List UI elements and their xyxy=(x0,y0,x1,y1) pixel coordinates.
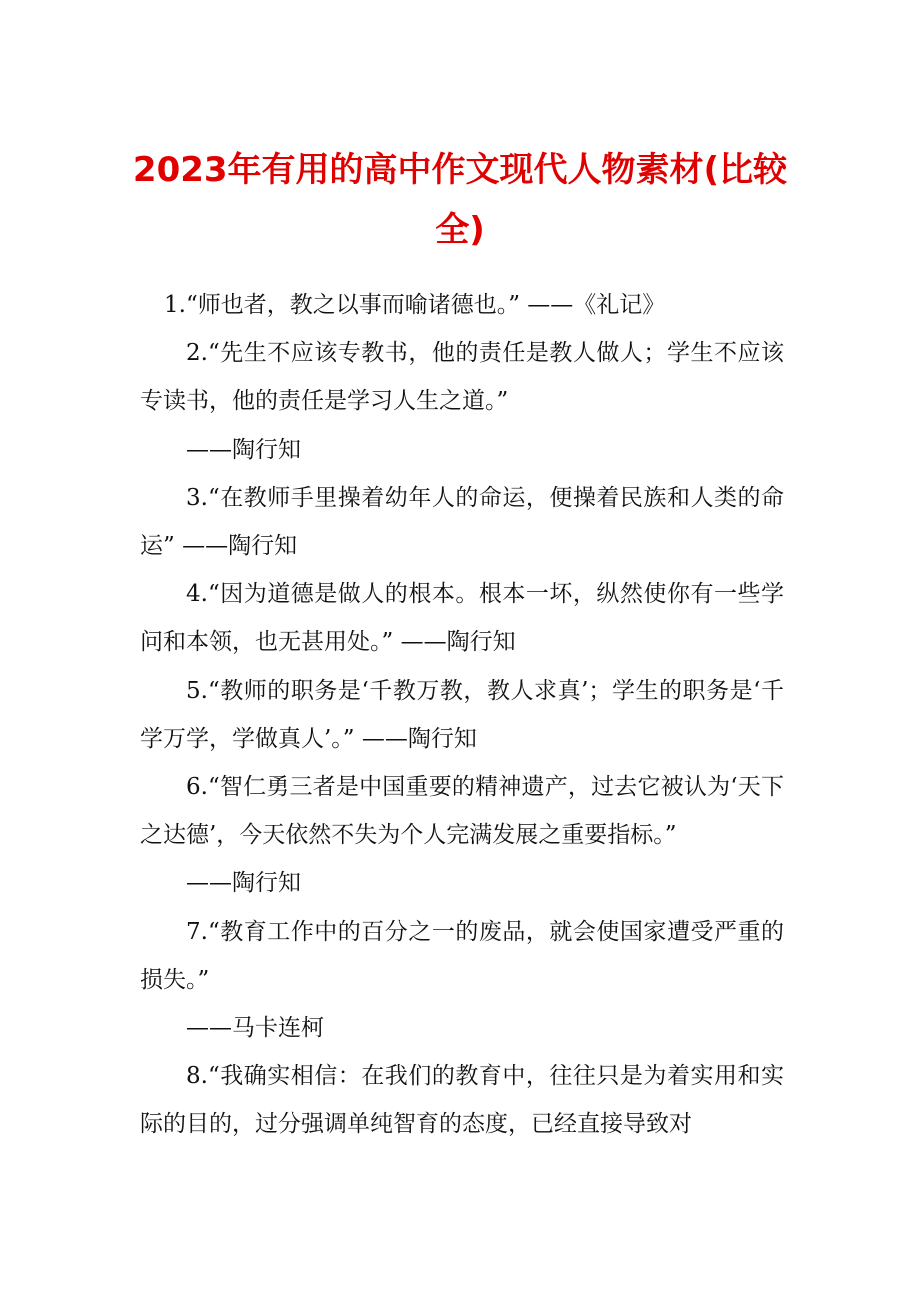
paragraph-quote-1: 1.“师也者，教之以事而喻诸德也。” ——《礼记》 xyxy=(164,292,666,318)
paragraph-quote-7: 7.“教育工作中的百分之一的废品，就会使国家遭受严重的损失。” xyxy=(140,918,784,993)
paragraph-quote-2: 2.“先生不应该专教书，他的责任是教人做人；学生不应该专读书，他的责任是学习人生之道。” xyxy=(140,340,784,415)
paragraph-attribution: ——陶行知 xyxy=(186,436,301,463)
paragraph-quote-3: 3.“在教师手里操着幼年人的命运，便操着民族和人类的命运” ——陶行知 xyxy=(140,484,784,560)
document-body xyxy=(140,281,784,1149)
document-title: 2023年有用的高中作文现代人物素材(比较全) xyxy=(132,150,788,250)
paragraph-quote-4: 4.“因为道德是做人的根本。根本一坏，纵然使你有一些学问和本领，也无甚用处。” ——陶行知 xyxy=(140,581,784,656)
paragraph-quote-8: 8.“我确实相信：在我们的教育中，往往只是为着实用和实际的目的，过分强调单纯智育的态度，已经直接导致对 xyxy=(140,1063,784,1138)
paragraph-quote-5: 5.“教师的职务是‘千教万教，教人求真’；学生的职务是‘千学万学，学做真人’。” ——陶行知 xyxy=(140,677,784,752)
paragraph-attribution: ——马卡连柯 xyxy=(186,1015,324,1042)
paragraph-quote-6: 6.“智仁勇三者是中国重要的精神遗产，过去它被认为‘天下之达德’，今天依然不失为个人完满发展之重要指标。” xyxy=(140,774,784,849)
paragraph-attribution: ——陶行知 xyxy=(186,870,301,897)
